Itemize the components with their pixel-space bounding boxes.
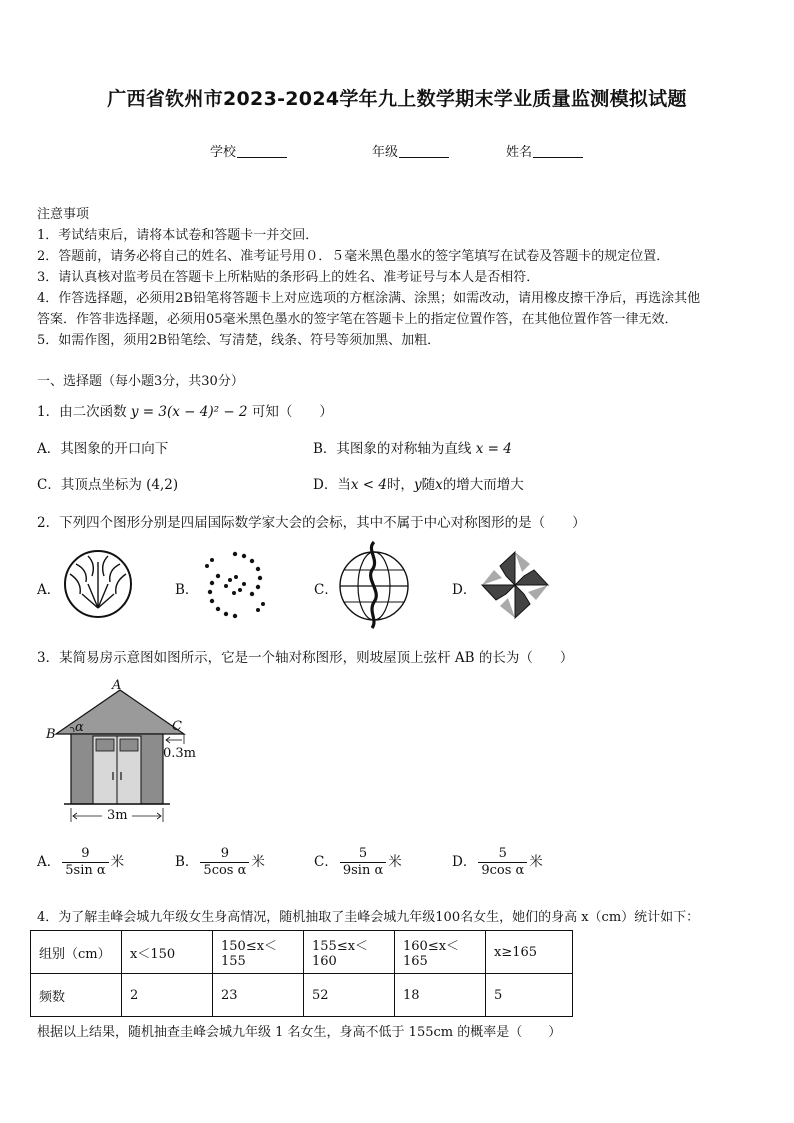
option-label: D．: [452, 854, 477, 870]
table-row: [31, 974, 573, 1017]
option-math: x = 4: [475, 441, 512, 457]
option-text: A．其图象的开口向下: [37, 441, 169, 457]
table-cell: 52: [304, 974, 395, 1017]
unit: 米: [110, 854, 125, 870]
fraction: $\frac{5}{\text{9cos α}}$: [478, 846, 527, 879]
q2-option-d-label[interactable]: D．: [452, 582, 477, 598]
vertex-b-label: B: [46, 727, 56, 742]
table-cell: 18: [395, 974, 486, 1017]
question-4-prompt: 根据以上结果，随机抽查圭峰会城九年级 1 名女生，身高不低于 155cm 的概率是（ ）: [37, 1025, 562, 1040]
q1-option-a[interactable]: [37, 437, 168, 457]
grade-label: 年级: [372, 145, 399, 160]
unit: 米: [251, 854, 265, 870]
vertex-a-label: A: [112, 678, 122, 693]
table-cell: 150≤x＜155: [213, 931, 304, 974]
globe-logo-c: [336, 540, 412, 630]
table-cell: 5: [486, 974, 573, 1017]
school-blank[interactable]: [237, 145, 287, 158]
grade-field[interactable]: [372, 141, 449, 160]
name-blank[interactable]: [533, 145, 583, 158]
table-cell: 155≤x＜160: [304, 931, 395, 974]
notice-item: 2．答题前，请务必将自己的姓名、准考证号用０．５毫米黑色墨水的签字笔填写在试卷及答题卡的规定位置．: [37, 249, 670, 264]
option-math: x: [435, 477, 443, 493]
school-field[interactable]: [210, 141, 287, 160]
q2-option-c-label[interactable]: C．: [314, 582, 338, 598]
table-cell: 频数: [31, 974, 122, 1017]
table-row: [31, 931, 573, 974]
table-cell: 2: [122, 974, 213, 1017]
q3-option-d[interactable]: [452, 846, 543, 879]
eave-length-label: 0.3m: [163, 746, 197, 761]
school-label: 学校: [210, 145, 237, 160]
table-cell: 23: [213, 974, 304, 1017]
unit: 米: [529, 854, 543, 870]
icm-logo-a: [62, 548, 134, 620]
question-3-stem: 3．某简易房示意图如图所示，它是一个轴对称图形，则坡屋顶上弦杆 AB 的长为（ ）: [37, 650, 574, 666]
q2-option-b-label[interactable]: B．: [175, 582, 199, 598]
option-math: (4,2): [146, 477, 179, 493]
notice-item: 1．考试结束后，请将本试卷和答题卡一并交回．: [37, 228, 319, 243]
option-text: B．其图象的对称轴为直线: [313, 441, 472, 457]
notice-item: 5．如需作图，须用2B铅笔绘、写清楚，线条、符号等须加黑、加粗．: [37, 333, 441, 348]
question-1-stem: [37, 400, 333, 420]
option-text: 的增大而增大: [442, 477, 524, 493]
height-frequency-table: [30, 930, 573, 1017]
name-label: 姓名: [506, 145, 533, 160]
question-2-stem: 2．下列四个图形分别是四届国际数学家大会的会标，其中不属于中心对称图形的是（ ）: [37, 515, 586, 531]
option-label: C．: [314, 854, 338, 870]
fraction: $\frac{9}{\text{5cos α}}$: [200, 846, 249, 879]
notice-item: 4．作答选择题，必须用2B铅笔将答题卡上对应选项的方框涂满、涂黑；如需改动，请用橡皮擦干净后，再选涂其他: [37, 291, 701, 306]
notice-item: 3．请认真核对监考员在答题卡上所粘贴的条形码上的姓名、准考证号与本人是否相符．: [37, 270, 540, 285]
table-cell: 组别（cm）: [31, 931, 122, 974]
q1-option-b[interactable]: [313, 437, 512, 457]
page-title: 广西省钦州市2023-2024学年九上数学期末学业质量监测模拟试题: [107, 88, 687, 110]
table-cell: 160≤x＜165: [395, 931, 486, 974]
q1-formula: y = 3(x − 4)² − 2: [130, 404, 248, 420]
fraction: $\frac{9}{\text{5sin α}}$: [62, 846, 108, 879]
pinwheel-logo-d: [476, 546, 554, 624]
q3-option-b[interactable]: [175, 846, 265, 879]
option-text: D．当: [313, 477, 351, 493]
option-math: y: [413, 477, 422, 493]
notice-heading: 注意事项: [37, 207, 90, 222]
dotted-spiral-logo-b: [198, 548, 272, 622]
q2-option-a-label[interactable]: A．: [37, 582, 61, 598]
q1-option-c[interactable]: [37, 473, 178, 493]
fraction: $\frac{5}{\text{9sin α}}$: [340, 846, 386, 879]
question-4-stem: 4．为了解圭峰会城九年级女生身高情况，随机抽取了圭峰会城九年级100名女生，她们的身高 x（cm）统计如下：: [37, 910, 700, 925]
grade-blank[interactable]: [399, 145, 449, 158]
option-text: C．其顶点坐标为: [37, 477, 142, 493]
name-field[interactable]: [506, 141, 583, 160]
angle-alpha-label: α: [75, 720, 84, 735]
option-text: 随: [421, 477, 436, 493]
option-text: 时，: [386, 477, 414, 493]
option-label: A．: [37, 854, 61, 870]
unit: 米: [388, 854, 402, 870]
vertex-c-label: C: [172, 719, 182, 734]
table-cell: x≥165: [486, 931, 573, 974]
q1-suffix: 可知（ ）: [251, 404, 333, 420]
option-label: B．: [175, 854, 199, 870]
table-cell: x＜150: [122, 931, 213, 974]
q3-option-c[interactable]: [314, 846, 402, 879]
section-heading: 一、选择题（每小题3分，共30分）: [37, 374, 244, 389]
q3-option-a[interactable]: [37, 846, 124, 879]
width-label: 3m: [107, 808, 128, 823]
q1-option-d[interactable]: [313, 473, 524, 493]
q1-prefix: 1．由二次函数: [37, 404, 127, 420]
notice-item: 答案．作答非选择题，必须用05毫米黑色墨水的签字笔在答题卡上的指定位置作答，在其他位置作答一律无效．: [37, 312, 678, 327]
option-math: x < 4: [350, 477, 387, 493]
